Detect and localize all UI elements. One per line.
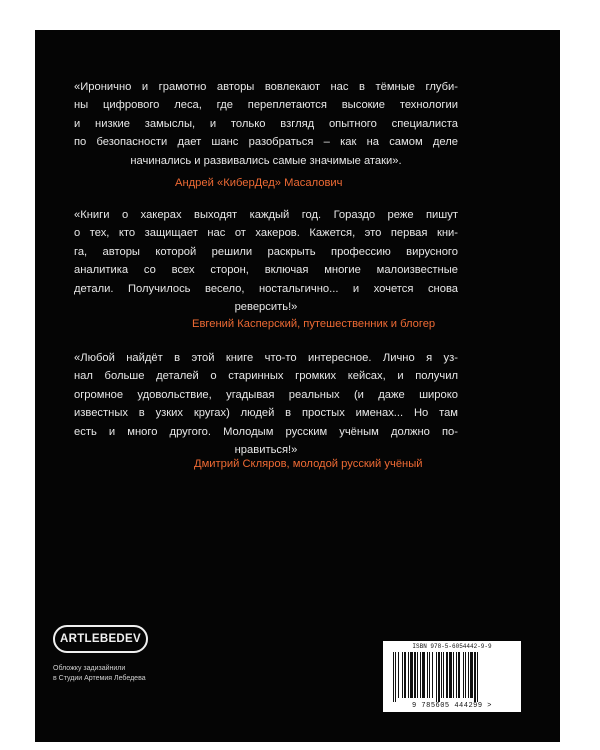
quote-line: аналитика со всех сторон, включая многие малоизвестные [74, 264, 458, 277]
quote-line: по безопасности дает шанс разобраться – как на самом деле [74, 136, 458, 149]
quote-line: га, авторы которой решили раскрыть профессию вирусного [74, 245, 458, 258]
quote-line: начинались и развивались самые значимые атаки». [130, 154, 402, 167]
design-credit-line: в Студии Артемия Лебедева [53, 675, 146, 682]
design-credit [53, 664, 146, 684]
quote-line: ны цифрового леса, где переплетаются высокие технологии [74, 99, 458, 112]
quote-line: и низкие замыслы, и только взгляд опытного специалиста [74, 117, 458, 130]
quote-author-masalovich: Андрей «КиберДед» Масалович [175, 177, 343, 189]
logo-text: ARTLEBEDEV [60, 633, 141, 645]
quote-line: известных в узких кругах) людей в простых именах... Но там [74, 407, 458, 420]
quote-line: о тех, кто защищает нас от хакеров. Кажется, это первая кни- [74, 227, 458, 240]
artlebedev-logo [53, 625, 148, 653]
quote-line: нал больше деталей о старинных громких кейсах, и получил [74, 370, 458, 383]
quote-line: «Иронично и грамотно авторы вовлекают нас в тёмные глуби- [74, 81, 458, 93]
isbn-label: ISBN 978-5-6054442-9-9 [412, 643, 492, 650]
quote-author-sklyarov: Дмитрий Скляров, молодой русский учёный [194, 458, 423, 470]
barcode-icon [389, 652, 515, 702]
quote-author-kaspersky: Евгений Касперский, путешественник и блогер [192, 318, 436, 330]
quote-line: «Любой найдёт в этой книге что-то интересное. Лично я уз- [74, 352, 458, 364]
quote-kaspersky [74, 206, 458, 316]
quote-masalovich [74, 78, 458, 170]
quote-line: огромное удовольствие, угадывая реальных (и даже широко [74, 388, 458, 401]
quote-line: «Книги о хакерах выходят каждый год. Гораздо реже пишут [74, 209, 458, 221]
design-credit-line: Обложку задизайнили [53, 665, 126, 672]
quote-sklyarov [74, 349, 458, 459]
quote-line: нравиться!» [234, 444, 298, 457]
quote-line: детали. Получилось весело, ностальгично... и хочется снова [74, 282, 458, 295]
quote-line: есть и много другого. Молодым русским учёным должно по- [74, 425, 458, 438]
quote-line: реверсить!» [234, 301, 298, 314]
barcode-panel [383, 641, 521, 712]
barcode-digits: 9 785605 444299 > [412, 702, 492, 710]
